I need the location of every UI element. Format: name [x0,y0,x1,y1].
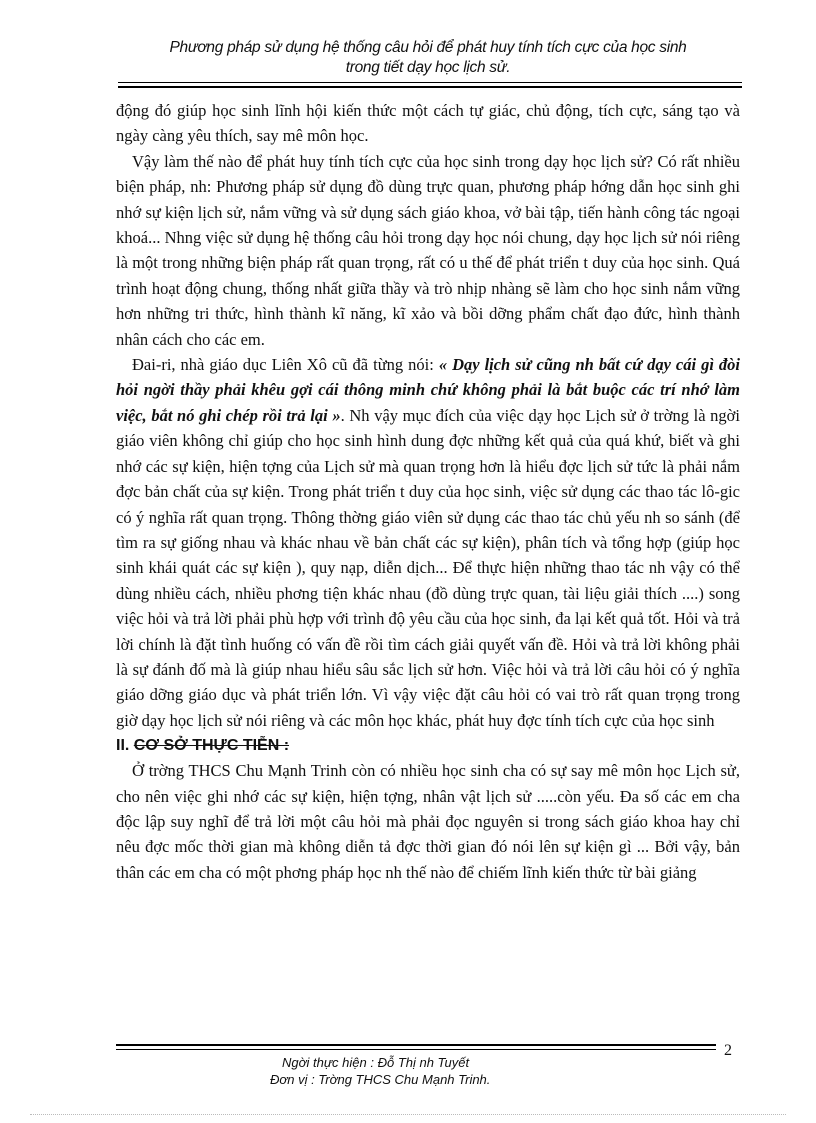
header-rule [118,82,742,83]
section-heading [116,733,740,758]
page-header [118,38,738,78]
quotation: « Dạy lịch sử cũng nh bất cứ dạy cái gì đòi hỏi ngời thầy phải khêu gợi cái thông minh chứ không phải là bắt buộc các trí nhớ làm việc, bắt nó ghi chép rồi trả lại » [116,355,741,425]
header-title-line1: Phương pháp sử dụng hệ thống câu hỏi để phát huy tính tích cực của học sinh [169,39,687,56]
paragraph-4: Ở trờng THCS Chu Mạnh Trinh còn có nhiều học sinh cha có sự say mê môn học Lịch sử, cho nên việc ghi nhớ các sự kiện, hiện tợng, nhân vật lịch sử .....còn yếu. Đa số các em cha độc lập suy nghĩ để trả lời một câu hỏi mà phải đọc nguyên si trong sách giáo khoa hay chỉ nêu đợc mốc thời gian mà không diễn tả đợc thời gian đó nói lên sự kiện gì ... Bởi vậy, bản thân các em cha có một phơng pháp học nh thế nào để chiếm lĩnh kiến thức từ bài giảng [116,761,740,882]
footer [270,1054,600,1088]
paragraph-3-intro: Đai-ri, nhà giáo dục Liên Xô cũ đã từng nói: [132,355,439,375]
footer-unit: Đơn vị : Trờng THCS Chu Mạnh Trinh. [270,1072,491,1087]
body-text [116,98,740,885]
page-bottom-border [30,1114,786,1115]
page-number: 2 [724,1042,732,1059]
header-title-line2: trong tiết dạy học lịch sử. [345,59,511,76]
section-number: II. [116,737,130,755]
footer-rule [116,1049,716,1050]
footer-author: Ngời thực hiện : Đỗ Thị nh Tuyết [282,1055,470,1070]
footer-rule-thick [116,1044,716,1046]
paragraph-2: Vậy làm thế nào để phát huy tính tích cực của học sinh trong dạy học lịch sử? Có rất nhiều biện pháp, nh: Phương pháp sử dụng đồ dùng trực quan, phương pháp hớng dẫn học sinh ghi nhớ sự kiện lịch sử, nắm vững và sử dụng sách giáo khoa, vở bài tập, tiến hành công tác ngoại khoá... Nhng việc sử dụng hệ thống câu hỏi trong dạy học nói chung, dạy học lịch sử nói riêng là một trong những biện pháp rất quan trọng, rất có u thế để phát triển t duy của học sinh. Quá trình hoạt động chung, thống nhất giữa thầy và trò nhịp nhàng sẽ làm cho học sinh nắm vững hơn những tri thức, hình thành kĩ năng, kĩ xảo và bồi dỡng phẩm chất đạo đức, hình thành nhân cách cho các em. [116,151,740,349]
header-rule-thick [118,86,742,88]
paragraph-3-rest: . Nh vậy mục đích của việc dạy học Lịch sử ở trờng là ngời giáo viên không chỉ giúp cho học sinh hình dung đợc những kết quả của quá khứ, biết và ghi nhớ các sự kiện, hiện tợng của Lịch sử mà quan trọng hơn là hiểu đợc lịch sử tức là phải nắm đợc bản chất của sự kiện. Trong phát triển t duy của học sinh, việc sử dụng các thao tác lô-gic có ý nghĩa rất quan trọng. Thông thờng giáo viên sử dụng các thao tác chủ yếu nh so sánh (để tìm ra sự giống nhau và khác nhau về bản chất các sự kiện), phân tích và tổng hợp (giúp học sinh khái quát các sự kiện ), quy nạp, diễn dịch... Để thực hiện những thao tác nh vậy có thể dùng nhiều cách, nhiều phơng tiện khác nhau (đồ dùng trực quan, tài liệu giải thích ....) song việc hỏi và trả lời phải phù hợp với trình độ yêu cầu của học sinh, đa lại kết quả tốt. Hỏi và trả lời chính là đặt tình huống có vấn đề rồi tìm cách giải quyết vấn đề. Hỏi và trả lời không phải là sự đánh đố mà là giúp nhau hiểu sâu sắc lịch sử hơn. Việc hỏi và trả lời câu hỏi có ý nghĩa giáo dỡng giáo dục và phát triển lớn. Vì vậy việc đặt câu hỏi có vai trò rất quan trọng trong giờ dạy học lịch sử nói riêng và các môn học khác, phát huy đợc tính tích cực của học sinh [116,405,740,730]
paragraph-3 [116,352,740,733]
section-title: CƠ SỞ THỰC TIỄN : [133,737,290,755]
paragraph-1: động đó giúp học sinh lĩnh hội kiến thức một cách tự giác, chủ động, tích cực, sáng tạo và ngày càng yêu thích, say mê môn học. [116,101,740,146]
